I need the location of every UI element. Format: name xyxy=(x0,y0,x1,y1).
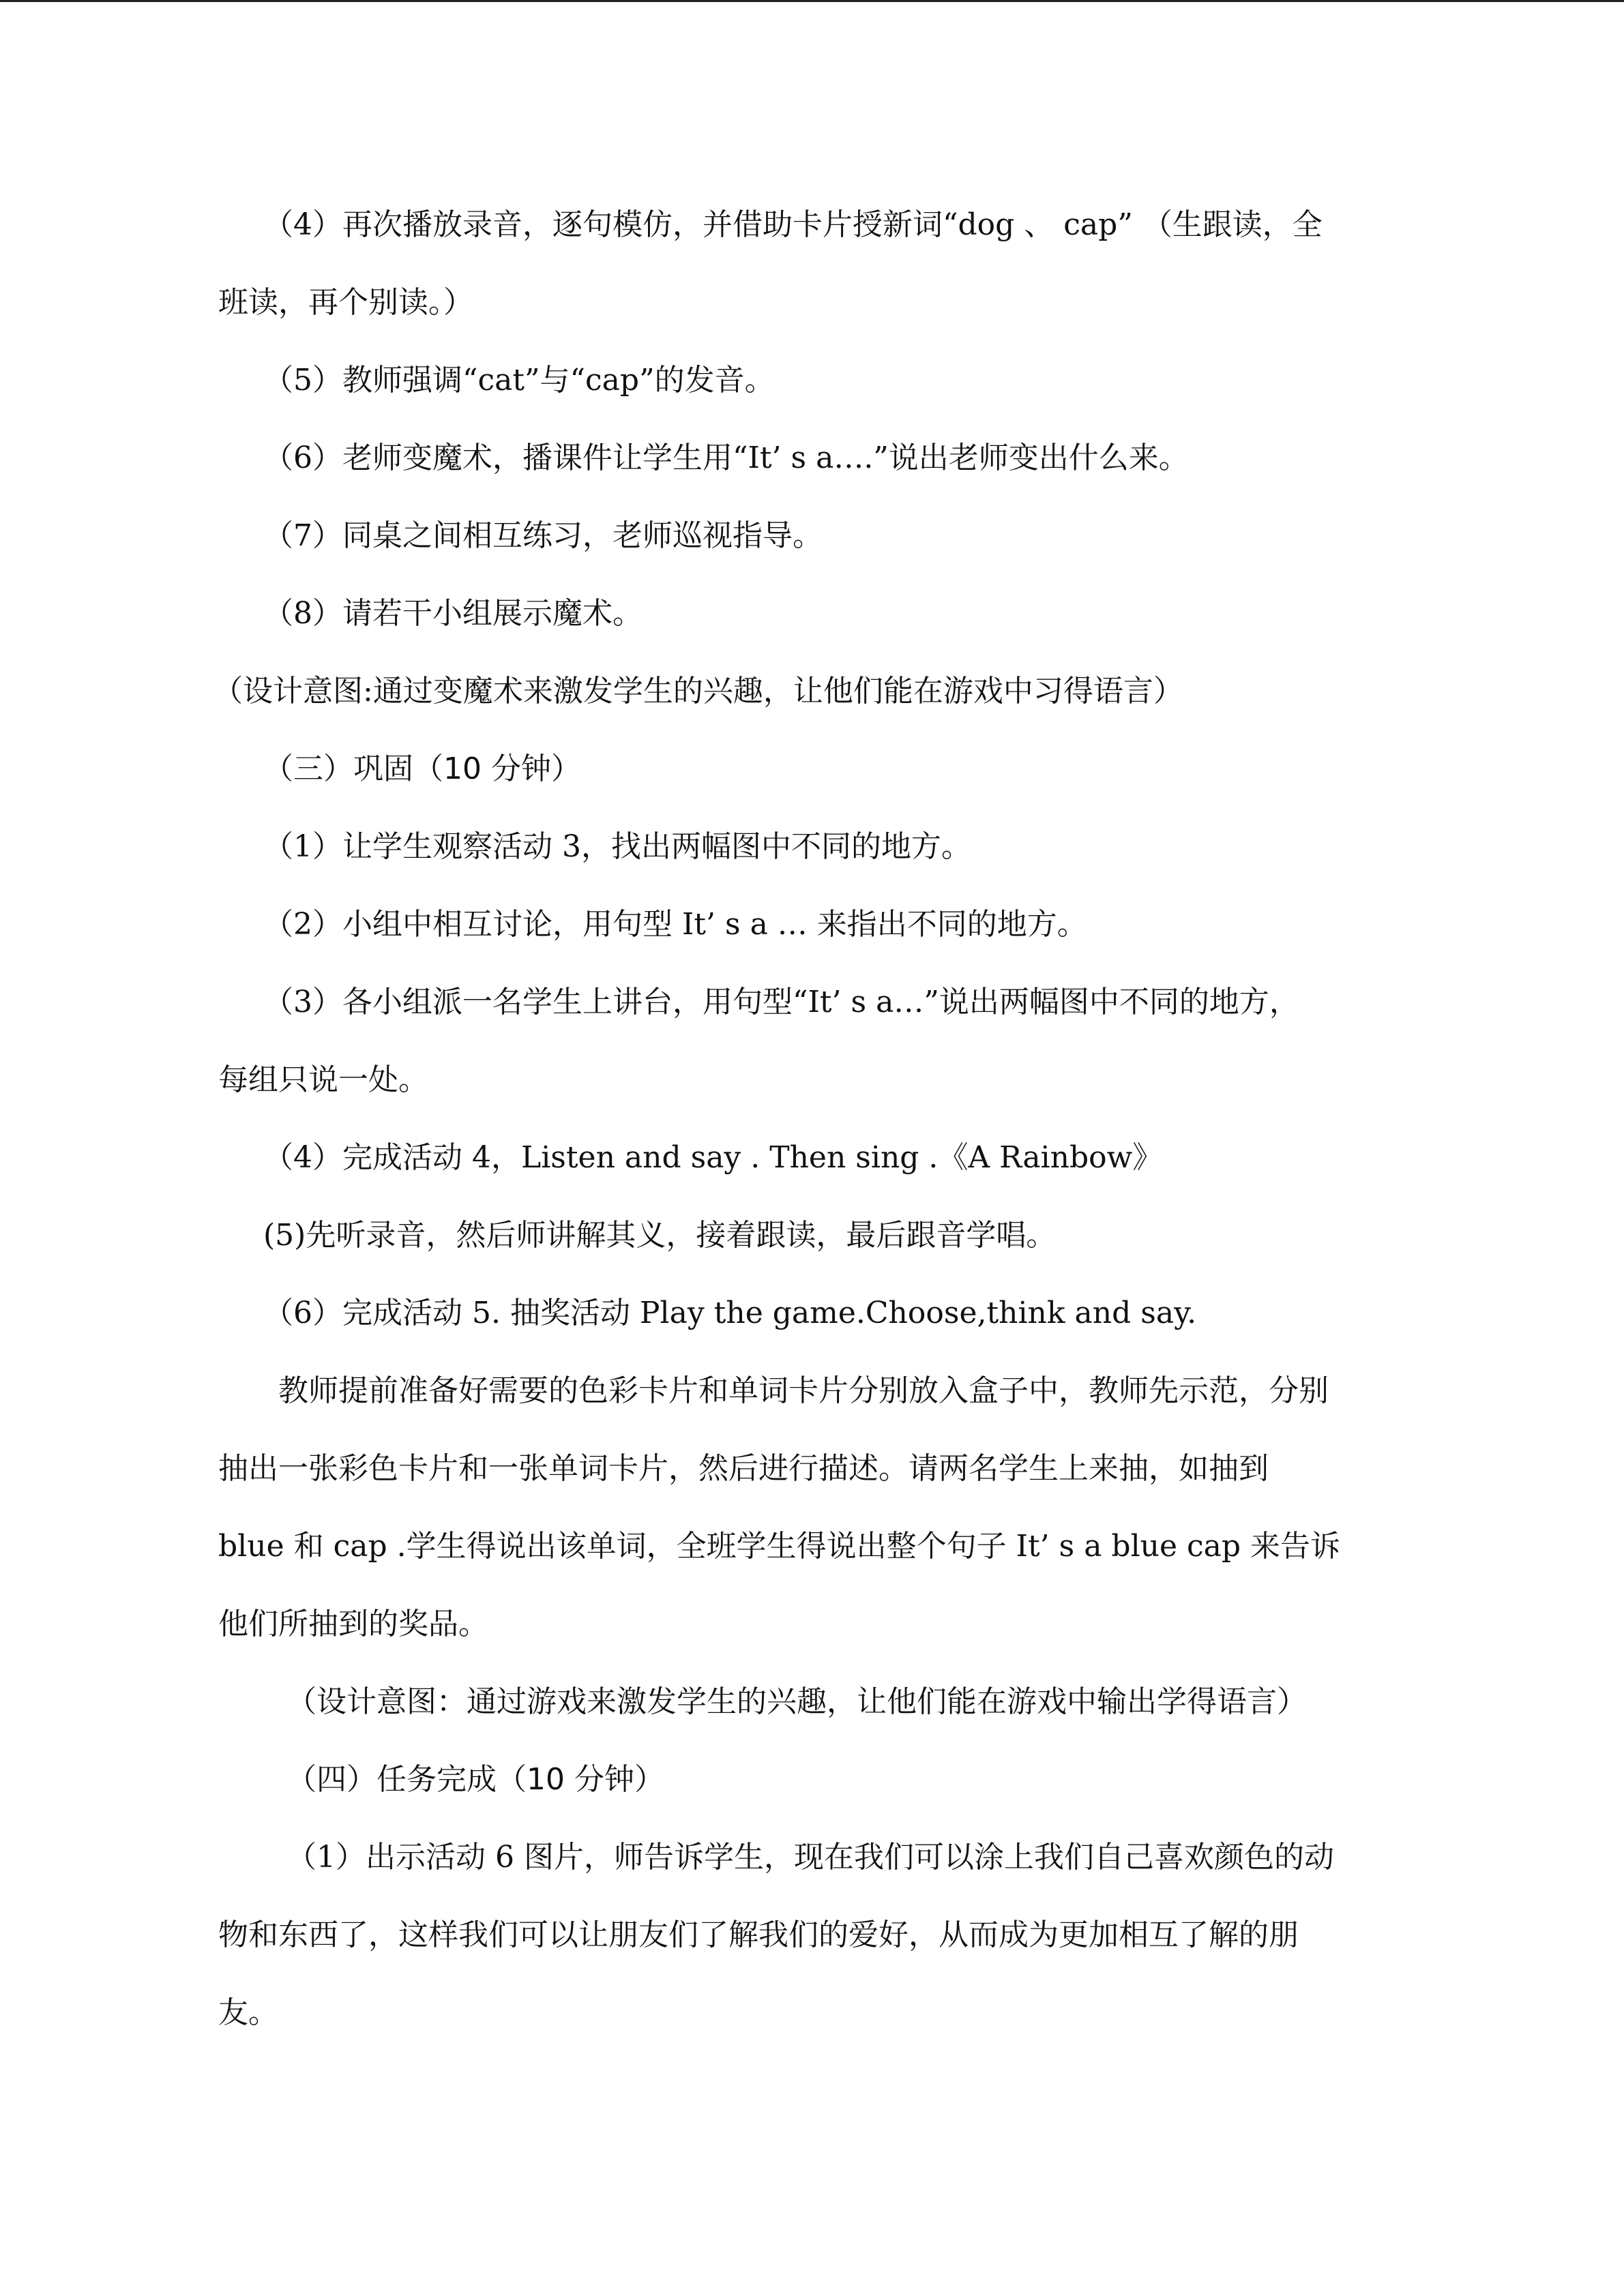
lottery-paragraph-line-3: blue 和 cap .学生得说出该单词，全班学生得说出整个句子 It’ s a blue cap 来告诉 xyxy=(218,1529,1341,1564)
design-intent-1: （设计意图:通过变魔术来激发学生的兴趣，让他们能在游戏中习得语言） xyxy=(213,674,1183,709)
consolidation-step-3-continuation: 每组只说一处。 xyxy=(218,1062,428,1097)
lottery-paragraph-line-2: 抽出一张彩色卡片和一张单词卡片，然后进行描述。请两名学生上来抽，如抽到 xyxy=(218,1451,1269,1486)
step-6-magic-trick: （6）老师变魔术，播课件让学生用“It’ s a….”说出老师变出什么来。 xyxy=(263,441,1189,475)
consolidation-step-6: （6）完成活动 5. 抽奖活动 Play the game.Choose,think and say. xyxy=(263,1296,1197,1330)
step-4-replay-recording: （4）再次播放录音，逐句模仿，并借助卡片授新词“dog 、 cap” （生跟读，全 xyxy=(263,207,1323,242)
step-7-pair-practice: （7）同桌之间相互练习，老师巡视指导。 xyxy=(263,518,823,553)
step-4-continuation: 班读，再个别读。） xyxy=(218,285,473,320)
section-heading-task-completion: （四）任务完成（10 分钟） xyxy=(286,1762,664,1797)
consolidation-step-2: （2）小组中相互讨论，用句型 It’ s a … 来指出不同的地方。 xyxy=(263,907,1087,942)
consolidation-step-4: （4）完成活动 4，Listen and say . Then sing .《A Rainbow》 xyxy=(263,1140,1163,1175)
step-5-pronunciation: （5）教师强调“cat”与“cap”的发音。 xyxy=(263,363,775,398)
consolidation-step-1: （1）让学生观察活动 3，找出两幅图中不同的地方。 xyxy=(263,829,971,864)
document-page xyxy=(213,205,1426,2070)
lottery-paragraph-line-4: 他们所抽到的奖品。 xyxy=(218,1607,488,1641)
lottery-paragraph-line-1: 教师提前准备好需要的色彩卡片和单词卡片分别放入盒子中，教师先示范，分别 xyxy=(278,1373,1329,1408)
consolidation-step-3: （3）各小组派一名学生上讲台，用句型“It’ s a…”说出两幅图中不同的地方， xyxy=(263,985,1299,1019)
task-step-1-end: 友。 xyxy=(218,1995,278,2030)
consolidation-step-5: (5)先听录音，然后师讲解其义，接着跟读，最后跟音学唱。 xyxy=(263,1218,1057,1253)
section-heading-consolidation: （三）巩固（10 分钟） xyxy=(263,751,581,786)
task-step-1-continuation: 物和东西了，这样我们可以让朋友们了解我们的爱好，从而成为更加相互了解的朋 xyxy=(218,1918,1299,1952)
task-step-1: （1）出示活动 6 图片，师告诉学生，现在我们可以涂上我们自己喜欢颜色的动 xyxy=(286,1840,1334,1875)
design-intent-2: （设计意图：通过游戏来激发学生的兴趣，让他们能在游戏中输出学得语言） xyxy=(286,1684,1307,1719)
step-8-group-show: （8）请若干小组展示魔术。 xyxy=(263,596,643,631)
page-top-border xyxy=(0,0,1624,2)
